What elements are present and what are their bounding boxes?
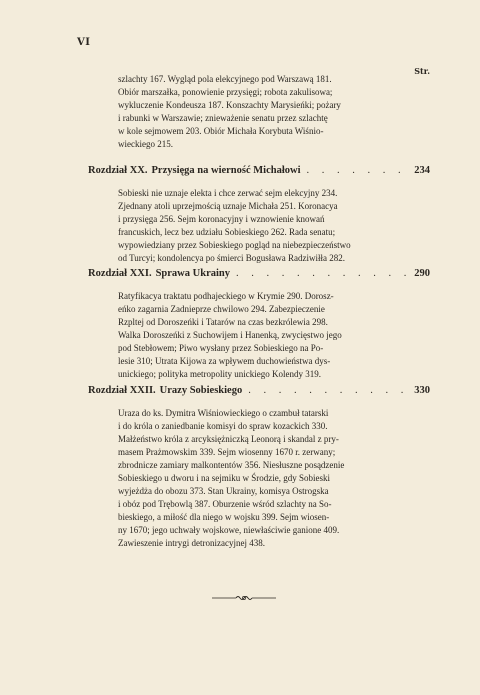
toc-line: pod Stebłowem; Piwo wysłany przez Sobieskiego na Po- [118,343,324,353]
toc-line: i rabunki w Warszawie; znieważenie senatu przez szlachtę [118,113,328,123]
toc-line: od Turcyi; kondolencya po śmierci Bogusława Radziwiłła 282. [118,253,345,263]
toc-line: eńko zagarnia Zadnieprze chwilowo 294. Zabezpieczenie [118,304,325,314]
leader-dots [236,268,408,279]
page-number: VI [77,37,91,48]
toc-line: unickiego; polityka metropolity unickiego Kolendy 319. [118,369,321,379]
toc-line: ny 1670; jego uchwały wojskowe, niewłaściwie ganione 409. [118,525,340,535]
toc-line: Uraza do ks. Dymitra Wiśniowieckiego o czambuł tatarski [118,408,329,418]
leader-dots [307,165,409,176]
toc-line: Zawieszenie intrygi detronizacyjnej 438. [118,538,265,548]
printer-ornament-icon [212,593,276,603]
chapter-label: Rozdział XX. [88,165,148,176]
chapter-label: Rozdział XXII. [88,385,156,396]
page-column-label: Str. [414,66,430,76]
toc-line: w kole sejmowem 203. Obiór Michała Korybuta Wiśnio- [118,126,324,136]
toc-line: wyjeżdża do obozu 373. Stan Ukrainy, komisya Ostrogska [118,486,329,496]
toc-line: szlachty 167. Wygląd pola elekcyjnego pod Warszawą 181. [118,74,332,84]
toc-line: wykluczenie Kondeusza 187. Konszachty Marysieńki; pożary [118,100,341,110]
toc-line: Sobieskiego u dworu i na sejmiku w Środzie, gdy Sobieski [118,473,330,483]
toc-line: Ratyfikacya traktatu podhajeckiego w Krymie 290. Dorosz- [118,291,334,301]
toc-line: bieskiego, a miłość dla niego w wojsku 399. Sejm wiosen- [118,512,330,522]
toc-line: francuskich, lecz bez udziału Sobieskiego 262. Rada senatu; [118,227,336,237]
toc-line: lesie 310; Utrata Kijowa za wpływem duchowieństwa dys- [118,356,331,366]
chapter-label: Rozdział XXI. [88,268,152,279]
leader-dots [248,385,408,396]
toc-line: i obóz pod Trębowlą 387. Oburzenie wśród szlachty na So- [118,499,332,509]
toc-line: wieckiego 215. [118,139,173,149]
toc-line: i przysięga 256. Sejm koronacyjny i wznowienie knowań [118,214,325,224]
chapter-page: 234 [414,165,430,176]
chapter-title: Przysięga na wierność Michałowi [151,165,301,176]
toc-line: Sobieski nie uznaje elekta i chce zerwać sejm elekcyjny 234. [118,188,338,198]
chapter-heading [88,385,430,399]
toc-line: i do króla o zaniedbanie komisyi do spraw kozackich 330. [118,421,328,431]
toc-line: Rzpltej od Doroszeńki i Tatarów na czas bezkrólewia 298. [118,317,328,327]
chapter-page: 290 [414,268,430,279]
toc-line: Obiór marszałka, ponowienie przysięgi; robota zakulisowa; [118,87,333,97]
toc-line: wypowiedziany przez Sobieskiego pogląd na niebezpieczeństwo [118,240,351,250]
chapter-heading [88,165,430,179]
toc-line: Walka Doroszeńki z Suchowijem i Hanenką, zwycięstwo jego [118,330,342,340]
chapter-title: Sprawa Ukrainy [155,268,230,279]
chapter-title: Urazy Sobieskiego [159,385,243,396]
toc-line: masem Prażmowskim 339. Sejm wiosenny 1670 r. zerwany; [118,447,336,457]
chapter-page: 330 [414,385,430,396]
toc-line: zbrodnicze zamiary malkontentów 356. Niesłuszne posądzenie [118,460,345,470]
chapter-heading [88,268,430,282]
toc-line: Małżeństwo króla z arcyksiężniczką Leonorą i skandal z pry- [118,434,339,444]
toc-line: Zjednany atoli uprzejmością uznaje Michała 251. Koronacya [118,201,338,211]
